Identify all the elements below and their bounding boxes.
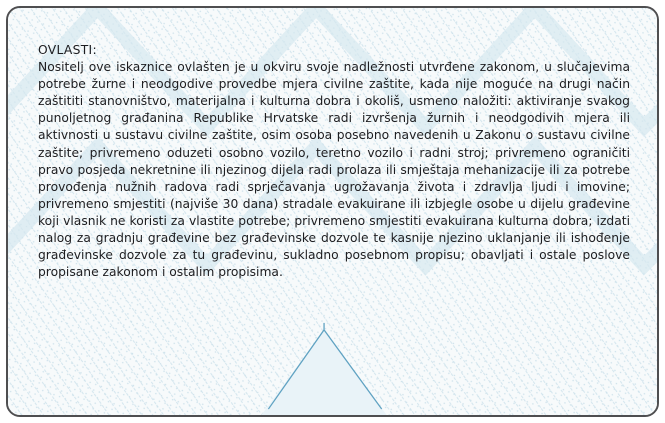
authority-text: Nositelj ove iskaznice ovlašten je u okviru svoje nadležnosti utvrđene zakonom, u slučajevima potrebe žurne i neodgodive provedbe mjera civilne zaštite, kada nije moguće na drugi način zaštititi stanovništvo, materijalna i kulturna dobra i okoliš, usmeno naložiti: aktiviranje svakog punoljetnog građanina Republike Hrvatske radi izvršenja žurnih i neodgodivih mjera ili aktivnosti u sustavu civilne zaštite, osim osoba posebno navedenih u Zakonu o sustavu civilne zaštite; privremeno oduzeti osobno vozilo, teretno vozilo i radni stroj; privremeno ograničiti pravo posjeda nekretnine ili njezinog dijela radi prolaza ili smještaja mehanizacije ili za potrebe provođenja nužnih radova radi sprječavanja ugrožavanja života i zdravlja ljudi i imovine; privremeno smjestiti (najviše 30 dana) stradale evakuirane ili izbjegle osobe u dijelu građevine koji vlasnik ne koristi za vlastite potrebe; privremeno smjestiti evakuirana kulturna dobra; izdati nalog za gradnju građevine bez građevinske dozvole te kasnije njezino uklanjanje ili ishođenje građevinske dozvole za tu građevinu, sukladno posebnom propisu; obavljati i ostale poslove propisane zakonom i ostalim propisima. xyxy=(38,60,630,280)
card-text-block xyxy=(38,42,630,281)
id-card-back xyxy=(6,6,659,417)
authority-heading: OVLASTI: xyxy=(38,43,97,57)
